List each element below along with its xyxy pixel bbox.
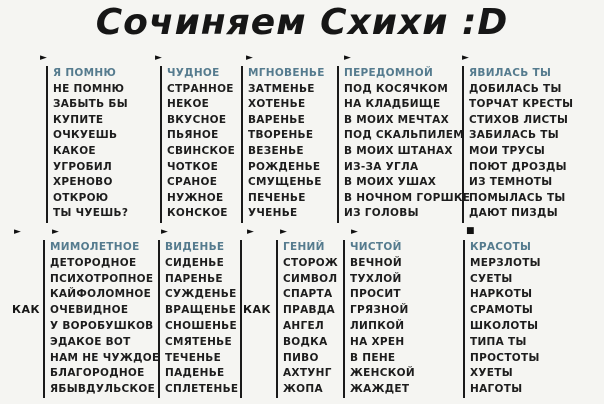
word-item: ЭДАКОЕ ВОТ bbox=[50, 335, 131, 348]
triangle-marker-icon: ► bbox=[246, 53, 253, 63]
word-item: ХУЕТЫ bbox=[470, 367, 513, 380]
word-item: СТОРОЖ bbox=[283, 256, 339, 269]
word-item: СРАНОЕ bbox=[167, 176, 218, 189]
column-header: МГНОВЕНЬЕ bbox=[248, 67, 325, 79]
word-item: МЕРЗЛОТЫ bbox=[470, 256, 541, 269]
word-item: ЯБЫВДУЛЬСКОЕ bbox=[50, 383, 156, 396]
word-item: СУЖДЕНЬЕ bbox=[165, 288, 237, 301]
word-item: ОЧЕВИДНОЕ bbox=[50, 304, 129, 317]
word-item: УЧЕНЬЕ bbox=[248, 207, 298, 220]
word-item: ВЕЧНОЙ bbox=[350, 256, 402, 269]
column-r1-peredomnoy bbox=[337, 66, 471, 223]
column-items bbox=[283, 256, 341, 398]
column-r2-krasoty bbox=[463, 240, 600, 398]
column-r1-ya-pomnyu bbox=[46, 66, 158, 223]
word-item: ВАРЕНЬЕ bbox=[248, 113, 306, 126]
word-item: СРАМОТЫ bbox=[470, 304, 534, 317]
word-item: НАРКОТЫ bbox=[470, 288, 533, 301]
column-r1-mgnovenye bbox=[241, 66, 335, 223]
column-header: ВИДЕНЬЕ bbox=[165, 241, 225, 253]
word-item: КАЙФОЛОМНОЕ bbox=[50, 288, 152, 301]
word-item: ПРАВДА bbox=[283, 304, 335, 317]
column-r1-yavilas-ty bbox=[462, 66, 600, 223]
word-item: В МОИХ МЕЧТАХ bbox=[344, 113, 449, 126]
word-item: ЖОПА bbox=[283, 383, 323, 396]
word-item: У ВОРОБУШКОВ bbox=[50, 319, 154, 332]
column-header: КРАСОТЫ bbox=[470, 241, 532, 253]
word-item: СТРАННОЕ bbox=[167, 82, 234, 95]
triangle-marker-icon: ► bbox=[155, 53, 162, 63]
word-item: ВКУСНОЕ bbox=[167, 113, 227, 126]
column-items bbox=[167, 82, 239, 222]
word-item: СПАРТА bbox=[283, 288, 333, 301]
triangle-marker-icon: ► bbox=[351, 227, 358, 237]
column-r2-chistoy bbox=[343, 240, 461, 398]
word-item: НЕКОЕ bbox=[167, 98, 210, 111]
column-r2-mimoletnoe bbox=[43, 240, 160, 398]
column-header: МИМОЛЕТНОЕ bbox=[50, 241, 140, 253]
triangle-marker-icon: ► bbox=[344, 53, 351, 63]
connector-kak-left: КАК bbox=[12, 303, 40, 316]
word-item: ПОД СКАЛЬПИЛЕМ bbox=[344, 129, 464, 142]
word-item: СТИХОВ ЛИСТЫ bbox=[469, 113, 569, 126]
word-item: РОЖДЕНЬЕ bbox=[248, 160, 321, 173]
word-item: ИЗ ТЕМНОТЫ bbox=[469, 176, 553, 189]
word-item: ЗАТМЕНЬЕ bbox=[248, 82, 315, 95]
word-item: ТЫ ЧУЕШЬ? bbox=[53, 207, 129, 220]
column-items bbox=[470, 256, 600, 398]
word-item: ЗАБЫТЬ БЫ bbox=[53, 98, 128, 111]
column-header: ЧУДНОЕ bbox=[167, 67, 220, 79]
word-item: БЛАГОРОДНОЕ bbox=[50, 367, 145, 380]
word-item: ПАДЕНЬЕ bbox=[165, 367, 225, 380]
word-item: ПЬЯНОЕ bbox=[167, 129, 219, 142]
word-item: СМУЩЕНЬЕ bbox=[248, 176, 322, 189]
word-item: ДОБИЛАСЬ ТЫ bbox=[469, 82, 562, 95]
word-item: СИДЕНЬЕ bbox=[165, 256, 225, 269]
column-items bbox=[248, 82, 335, 222]
word-item: ЖАЖДЕТ bbox=[350, 383, 410, 396]
square-marker-icon: ■ bbox=[466, 226, 475, 236]
triangle-marker-icon: ► bbox=[247, 227, 254, 237]
column-r2-geniy bbox=[276, 240, 341, 398]
word-item: ДАЮТ ПИЗДЫ bbox=[469, 207, 558, 220]
word-item: ЧОТКОЕ bbox=[167, 160, 219, 173]
word-item: СМЯТЕНЬЕ bbox=[165, 335, 232, 348]
word-item: ОЧКУЕШЬ bbox=[53, 129, 118, 142]
column-header: ЧИСТОЙ bbox=[350, 241, 402, 253]
word-item: МОИ ТРУСЫ bbox=[469, 144, 546, 157]
word-item: ТВОРЕНЬЕ bbox=[248, 129, 314, 142]
word-item: ТОРЧАТ КРЕСТЫ bbox=[469, 98, 574, 111]
column-header: ЯВИЛАСЬ ТЫ bbox=[469, 67, 552, 79]
word-item: ВРАЩЕНЬЕ bbox=[165, 304, 237, 317]
word-item: КОНСКОЕ bbox=[167, 207, 228, 220]
word-item: ПРОСИТ bbox=[350, 288, 401, 301]
word-item: НЕ ПОМНЮ bbox=[53, 82, 125, 95]
word-item: ПЕЧЕНЬЕ bbox=[248, 191, 306, 204]
column-items bbox=[165, 256, 240, 398]
word-item: ЛИПКОЙ bbox=[350, 319, 405, 332]
word-item: ТЕЧЕНЬЕ bbox=[165, 351, 222, 364]
word-item: ГРЯЗНОЙ bbox=[350, 304, 409, 317]
word-item: СИМВОЛ bbox=[283, 272, 338, 285]
column-header: ГЕНИЙ bbox=[283, 241, 325, 253]
word-item: АНГЕЛ bbox=[283, 319, 324, 332]
word-item: ИЗ ГОЛОВЫ bbox=[344, 207, 419, 220]
triangle-marker-icon: ► bbox=[161, 227, 168, 237]
word-item: ИЗ-ЗА УГЛА bbox=[344, 160, 419, 173]
page-title: Сочиняем Схихи :D bbox=[95, 2, 509, 43]
word-item: ВОДКА bbox=[283, 335, 328, 348]
column-header: Я ПОМНЮ bbox=[53, 67, 117, 79]
word-item: КУПИТЕ bbox=[53, 113, 104, 126]
word-item: ПИВО bbox=[283, 351, 319, 364]
word-item: ДЕТОРОДНОЕ bbox=[50, 256, 137, 269]
column-items bbox=[344, 82, 471, 222]
word-item: НАМ НЕ ЧУЖДОЕ bbox=[50, 351, 160, 364]
word-item: ПСИХОТРОПНОЕ bbox=[50, 272, 154, 285]
word-item: ТИПА ТЫ bbox=[470, 335, 527, 348]
word-item: ХРЕНОВО bbox=[53, 176, 113, 189]
column-items bbox=[350, 256, 461, 398]
word-item: НА ХРЕН bbox=[350, 335, 405, 348]
column-r2-videnye bbox=[158, 240, 242, 398]
column-header: ПЕРЕДОМНОЙ bbox=[344, 67, 434, 79]
word-item: ОТКРОЮ bbox=[53, 191, 109, 204]
word-item: ЖЕНСКОЙ bbox=[350, 367, 415, 380]
word-item: ТУХЛОЙ bbox=[350, 272, 402, 285]
column-items bbox=[50, 256, 160, 398]
word-item: КАКОЕ bbox=[53, 144, 96, 157]
word-item: ПОД КОСЯЧКОМ bbox=[344, 82, 449, 95]
triangle-marker-icon: ► bbox=[462, 53, 469, 63]
word-item: ПАРЕНЬЕ bbox=[165, 272, 223, 285]
word-item: В МОИХ УШАХ bbox=[344, 176, 437, 189]
connector-kak-middle: КАК bbox=[243, 303, 271, 316]
word-item: В НОЧНОМ ГОРШКЕ bbox=[344, 191, 471, 204]
word-item: АХТУНГ bbox=[283, 367, 332, 380]
triangle-marker-icon: ► bbox=[52, 227, 59, 237]
word-item: В МОИХ ШТАНАХ bbox=[344, 144, 453, 157]
column-items bbox=[53, 82, 158, 222]
word-item: ПРОСТОТЫ bbox=[470, 351, 540, 364]
word-item: ЗАБИЛАСЬ ТЫ bbox=[469, 129, 559, 142]
triangle-marker-icon: ► bbox=[280, 227, 287, 237]
word-item: СВИНСКОЕ bbox=[167, 144, 236, 157]
word-item: НАГОТЫ bbox=[470, 383, 523, 396]
word-item: ВЕЗЕНЬЕ bbox=[248, 144, 304, 157]
word-item: СНОШЕНЬЕ bbox=[165, 319, 237, 332]
word-item: ШКОЛОТЫ bbox=[470, 319, 539, 332]
column-items bbox=[469, 82, 600, 222]
word-item: ПОЮТ ДРОЗДЫ bbox=[469, 160, 567, 173]
word-item: СПЛЕТЕНЬЕ bbox=[165, 383, 239, 396]
word-item: НУЖНОЕ bbox=[167, 191, 224, 204]
word-item: СУЕТЫ bbox=[470, 272, 513, 285]
word-item: НА КЛАДБИЩЕ bbox=[344, 98, 441, 111]
word-item: УГРОБИЛ bbox=[53, 160, 113, 173]
column-r1-chudnoe bbox=[160, 66, 239, 223]
word-item: ХОТЕНЬЕ bbox=[248, 98, 306, 111]
triangle-marker-icon: ► bbox=[40, 53, 47, 63]
word-item: ПОМЫЛАСЬ ТЫ bbox=[469, 191, 566, 204]
triangle-marker-icon: ► bbox=[14, 227, 21, 237]
word-item: В ПЕНЕ bbox=[350, 351, 396, 364]
